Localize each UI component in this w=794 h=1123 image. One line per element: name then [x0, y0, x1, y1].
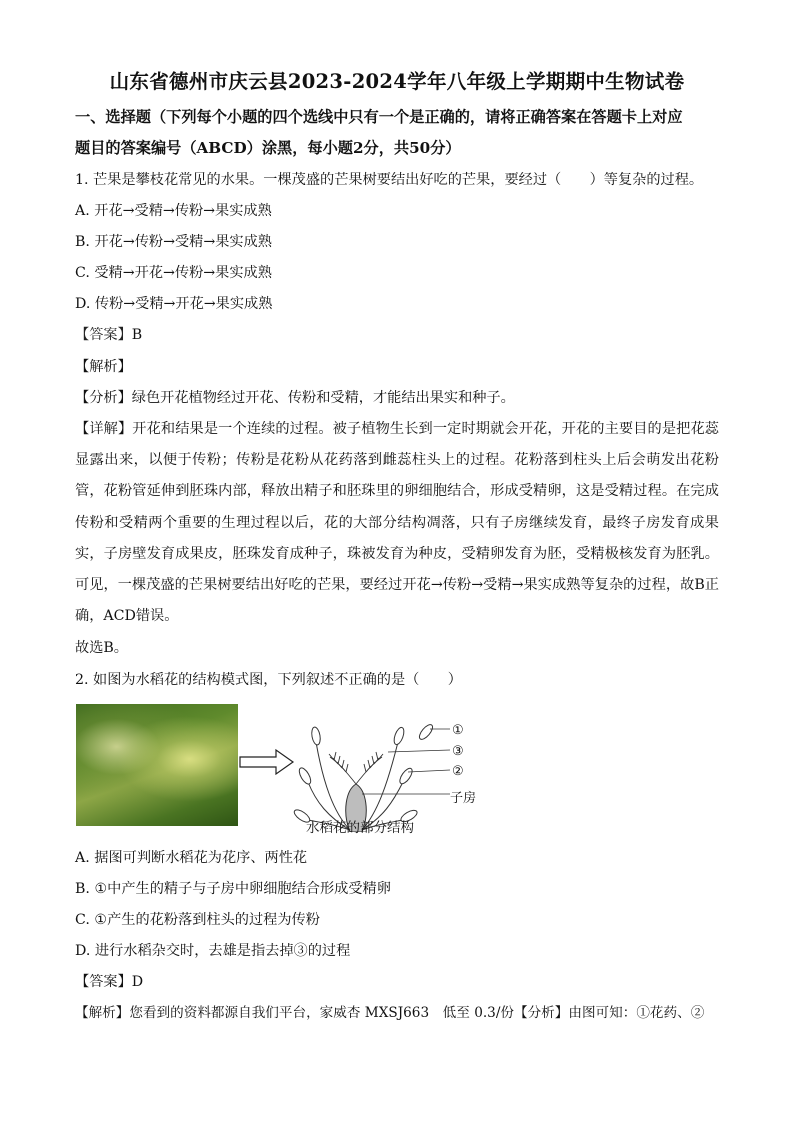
fenxi-tag: 【分析】	[75, 390, 132, 406]
answer-value: D	[131, 974, 144, 990]
q1-conclusion: 故选B。	[75, 640, 128, 656]
fenxi-text: 绿色开花植物经过开花、传粉和受精，才能结出果实和种子。	[131, 390, 515, 406]
q1-detail	[75, 414, 719, 632]
q2-answer	[75, 972, 143, 992]
detail-tag: 【详解】	[75, 421, 133, 437]
exam-title: 山东省德州市庆云县2023-2024学年八年级上学期期中生物试卷	[109, 70, 685, 93]
q2-option-c: C. ①产生的花粉落到柱头的过程为传粉	[75, 912, 320, 928]
analysis-tag: 【解析】	[75, 1005, 130, 1021]
q1-option-c: C. 受精→开花→传粉→果实成熟	[75, 265, 272, 281]
label-1: ①	[452, 723, 464, 738]
q2-stem: 2. 如图为水稻花的结构模式图，下列叙述不正确的是（ ）	[75, 672, 462, 688]
label-ovary: 子房	[450, 791, 477, 806]
q1-analysis-tag: 【解析】	[75, 359, 132, 375]
section-heading-line-2: 题目的答案编号（ABCD）涂黑，每小题2分，共50分）	[75, 139, 461, 157]
label-leader-lines	[362, 729, 450, 794]
answer-tag: 【答案】	[75, 327, 132, 343]
q2-option-a: A. 据图可判断水稻花为花序、两性花	[75, 850, 308, 866]
arrow-icon	[240, 750, 293, 774]
section-heading-line-1: 一、选择题（下列每个小题的四个选线中只有一个是正确的，请将正确答案在答题卡上对应	[75, 108, 683, 126]
q1-option-d: D. 传粉→受精→开花→果实成熟	[75, 296, 273, 312]
q2-analysis	[75, 1003, 704, 1023]
q2-option-b: B. ①中产生的精子与子房中卵细胞结合形成受精卵	[75, 881, 391, 897]
rice-flower-photo	[76, 704, 238, 826]
q1-option-b: B. 开花→传粉→受精→果实成熟	[75, 234, 272, 250]
label-3: ③	[452, 744, 464, 759]
detail-text: 开花和结果是一个连续的过程。被子植物生长到一定时期就会开花，开花的主要目的是把花蕊显露出来，以便于传粉；传粉是花粉从花药落到雌蕊柱头上的过程。花粉落到柱头上后会萌发出花粉管，花粉管延伸到胚珠内部，释放出精子和胚珠里的卵细胞结合，形成受精卵，这是受精过程。在完成传粉和受精两个重要的生理过程以后，花的大部分结构凋落，只有子房继续发育，最终子房发育成果实，子房壁发育成果皮，胚珠发育成种子，珠被发育为种皮，受精卵发育为胚，受精极核发育为胚乳。可见，一棵茂盛的芒果树要结出好吃的芒果，要经过开花→传粉→受精→果实成熟等复杂的过程，故B正确，ACD错误。	[75, 421, 719, 625]
q2-option-d: D. 进行水稻杂交时，去雄是指去掉③的过程	[75, 943, 351, 959]
analysis-tail: 您看到的资料都源自我们平台，家威杏 MXSJ663 低至 0.3/份【分析】由图可知：①花药、②	[129, 1005, 705, 1021]
figure-caption: 水稻花的部分结构	[306, 820, 414, 836]
q1-fenxi	[75, 388, 515, 408]
answer-tag: 【答案】	[75, 974, 132, 990]
label-2: ②	[452, 764, 464, 779]
answer-value: B	[131, 327, 143, 343]
rice-flower-diagram	[238, 712, 488, 832]
q1-answer	[75, 325, 142, 345]
q1-option-a: A. 开花→受精→传粉→果实成熟	[75, 203, 272, 219]
q1-stem: 1. 芒果是攀枝花常见的水果。一棵茂盛的芒果树要结出好吃的芒果，要经过（ ）等复杂的过程。	[75, 172, 704, 188]
stigma-shape	[329, 752, 383, 784]
